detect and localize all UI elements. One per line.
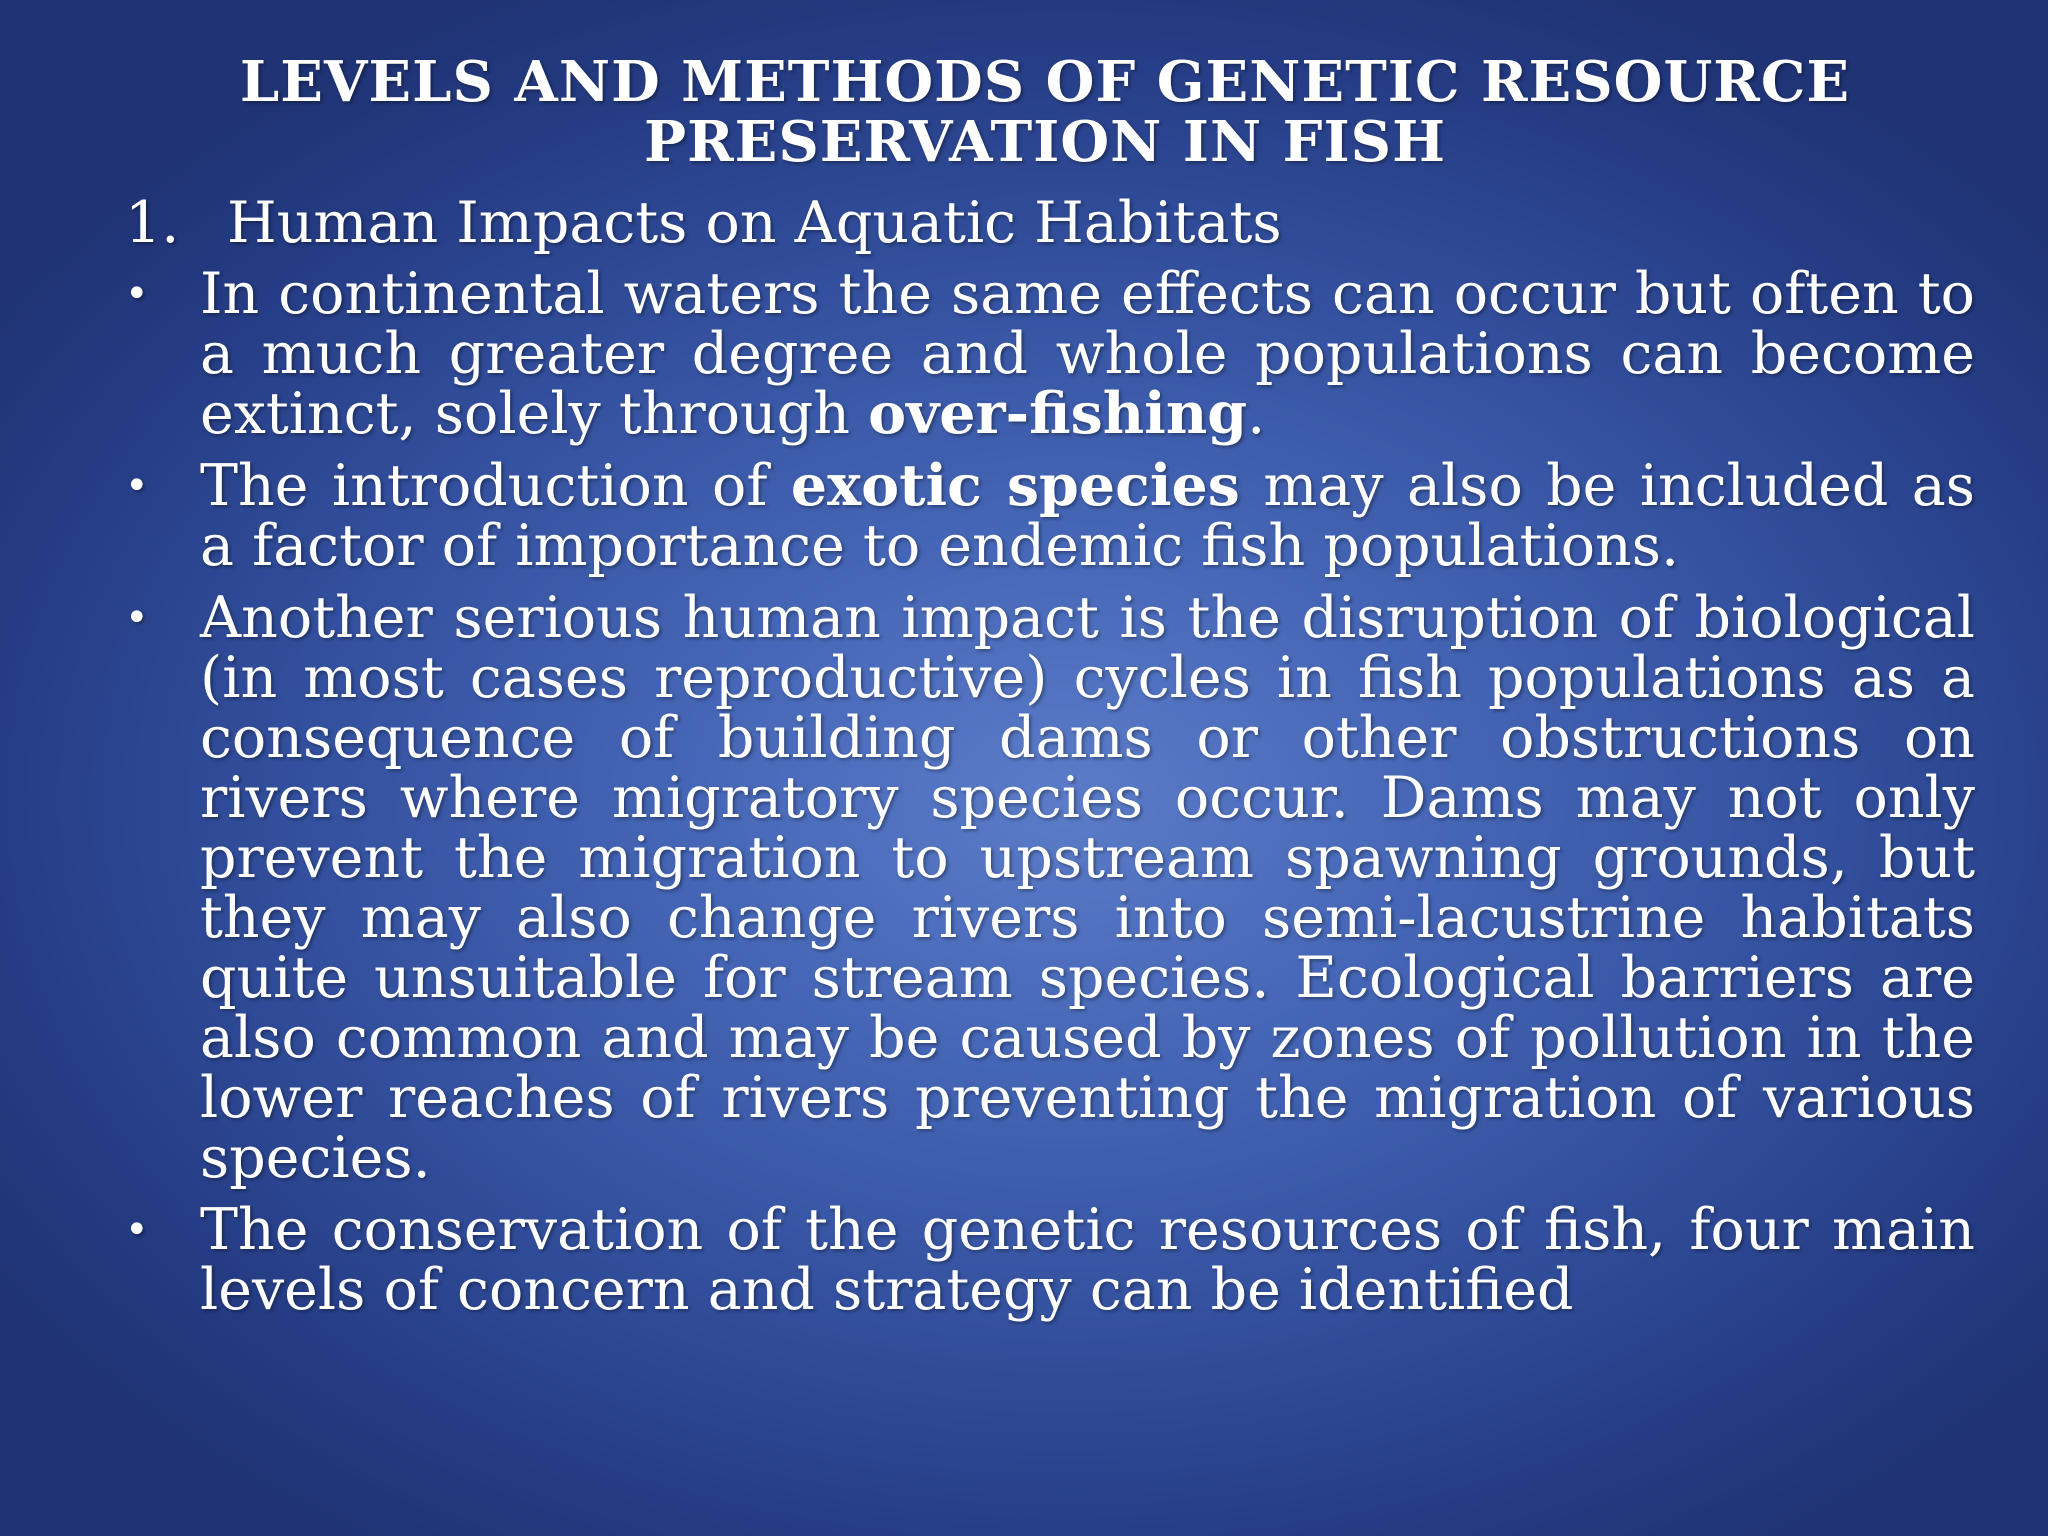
bullet-item-dams	[125, 585, 1975, 1191]
title-line-1: LEVELS AND METHODS OF GENETIC RESOURCE	[239, 49, 1851, 115]
subheading-text: Human Impacts on Aquatic Habitats	[227, 190, 1282, 256]
bullet-text: The conservation of the genetic resources of fish, four main levels of concern and strategy can be identified	[200, 1197, 1975, 1323]
numbered-subheading	[125, 188, 1282, 258]
bullet-icon: •	[125, 463, 149, 509]
bullet-icon: •	[125, 271, 149, 317]
bullet-icon: •	[125, 1207, 149, 1253]
bullet-text-end: may also be included as a factor of importance to endemic fish populations.	[200, 453, 1975, 579]
bullet-item-exotic-species	[125, 452, 1975, 579]
bullet-text: The introduction of	[200, 453, 791, 519]
bullet-emphasis: exotic species	[790, 452, 1240, 519]
slide-title	[200, 49, 1890, 175]
bullet-item-conservation	[125, 1197, 1975, 1323]
bullet-item-overfishing	[125, 261, 1975, 447]
bullet-text: In continental waters the same effects can occur but often to a much greater degree and whole populations can become extinct, solely through	[200, 261, 1975, 447]
bullet-icon: •	[125, 595, 149, 641]
bullet-text-end: .	[1247, 381, 1266, 447]
bullet-emphasis: over-fishing	[868, 380, 1248, 447]
subheading-number: 1.	[125, 190, 180, 256]
bullet-list	[125, 261, 1975, 1323]
bullet-text: Another serious human impact is the disruption of biological (in most cases reproductive) cycles in fish populations as a consequence of building dams or other obstructions on rivers where migratory species occur. Dams may not only prevent the migration to upstream spawning grounds, but they may also change rivers into semi-lacustrine habitats quite unsuitable for stream species. Ecological barriers are also common and may be caused by zones of pollution in the lower reaches of rivers preventing the migration of various species.	[200, 585, 1975, 1191]
title-line-2: PRESERVATION IN FISH	[643, 109, 1446, 175]
